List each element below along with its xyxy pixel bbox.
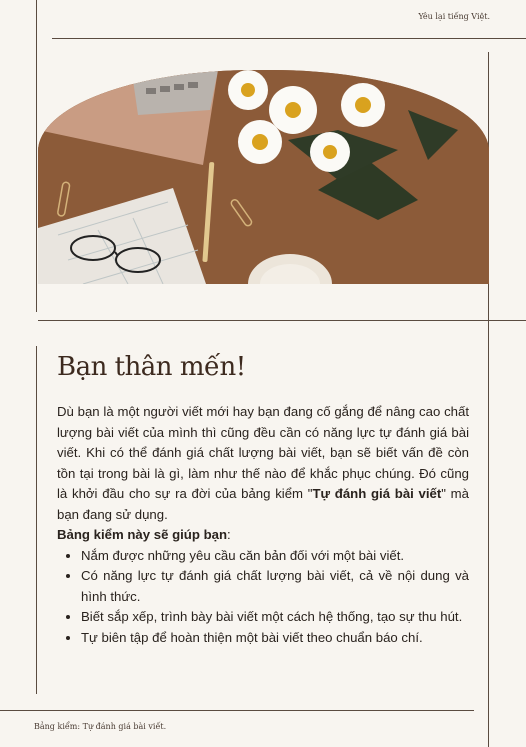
header-photo [38,70,489,284]
running-header: Yêu lại tiếng Việt. [418,12,490,21]
rule-bottom [0,710,474,711]
list-item: • Nắm được những yêu cầu căn bản đối với một bài viết. [81,546,469,567]
list-item: • Biết sắp xếp, trình bày bài viết một cách hệ thống, tạo sự thu hút. [81,607,469,628]
body-text [57,402,469,648]
benefits-title: Bảng kiểm này sẽ giúp bạn: [57,527,231,542]
checklist-name: Tự đánh giá bài viết [312,486,442,501]
list-item: • Tự biên tập để hoàn thiện một bài viết theo chuẩn báo chí. [81,628,469,649]
rule-left-lower [36,346,37,694]
benefits-list [57,546,469,649]
intro-paragraph: Dù bạn là một người viết mới hay bạn đang cố gắng để nâng cao chất lượng bài viết của mình thì cũng đều cần có năng lực tự đánh giá bài viết. Khi có thể đánh giá chất lượng bài viết, bạn sẽ biết vấn đề còn tồn tại trong bài là gì, làm như thế nào để khắc phục chúng. Đó cũng là khởi đầu cho sự ra đời của bảng kiểm "Tự đánh giá bài viết" mà bạn đang sử dụng. [57,404,470,522]
page-title: Bạn thân mến! [57,352,246,382]
list-item: • Có năng lực tự đánh giá chất lượng bài viết, cả về nội dung và hình thức. [81,566,469,607]
running-footer: Bảng kiểm: Tự đánh giá bài viết. [34,722,167,731]
rule-left-vertical [36,0,37,312]
rule-middle [38,320,526,321]
rule-top [52,38,526,39]
